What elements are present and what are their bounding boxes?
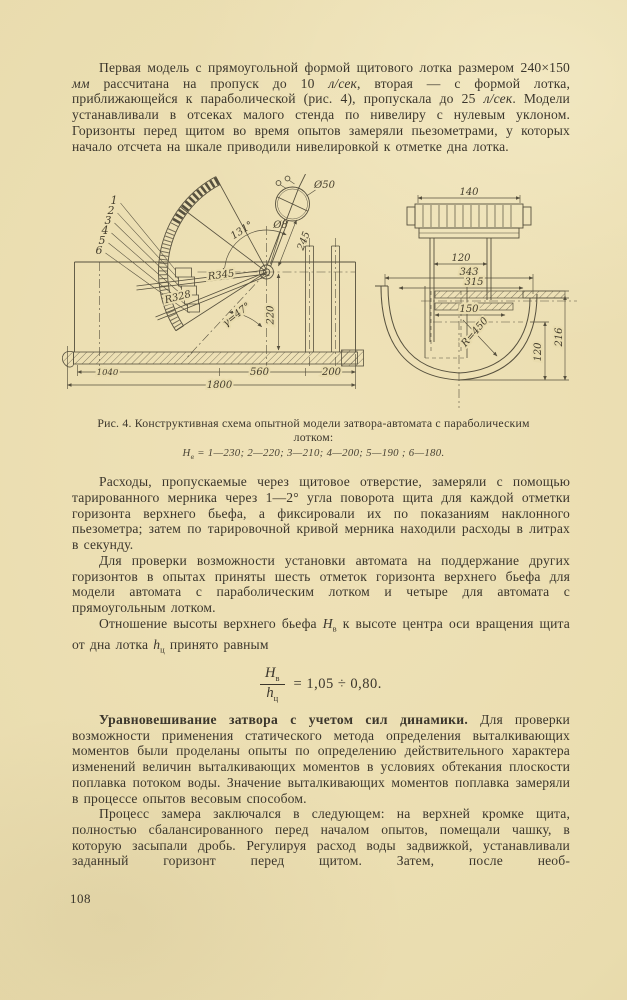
fraction-numerator — [260, 666, 285, 685]
label-dim120-depth: 120 — [533, 342, 544, 362]
label-dim140: 140 — [459, 187, 479, 199]
section-gap — [0, 461, 627, 474]
label-dim343: 343 — [459, 267, 479, 279]
formula-den-base: h — [266, 684, 274, 701]
centerlines — [188, 226, 356, 368]
paragraph-discharges: Расходы, пропускаемые через щитовое отверстие, замеряли с помощью тарированного мерника через 1—2° угла поворота щита для каждой отметки горизонта верхнего бьефа, а фиксировали их по показаниям наклонного пьезометра; затем по тарировочной кривой мерника находили расходы в литрах в секунду. — [72, 474, 570, 553]
var-h-sub: ц — [160, 644, 165, 655]
paragraph-intro-text-3: , вторая — с формой лотка, приближающейся к параболической (рис. 4), пропускала до 25 — [72, 75, 570, 107]
callout-3: 3 — [104, 214, 112, 228]
paragraph-intro-text-4: . Модели устанавливали в отсеках малого стенда по нивелиру с нулевым уклоном. Горизонты перед щитом во время опытов замеряли пьезометрами, у которых начало отсчета на шкале приводили нивелировкой к отметке дна лотка. — [72, 91, 570, 154]
text-column — [72, 60, 570, 154]
page-number: 108 — [70, 891, 91, 906]
figure-4-right-drawing — [373, 174, 585, 410]
right-centerlines — [421, 301, 577, 408]
formula-result: = 1,05 ÷ 0,80. — [293, 675, 382, 692]
callout-1: 1 — [110, 194, 118, 208]
formula-num-sub: в — [275, 672, 280, 683]
section-heading-inline: Уравновешивание затвора с учетом сил динамики. — [99, 712, 469, 728]
label-angle131: 131° — [229, 219, 256, 243]
callout-2: 2 — [107, 204, 115, 218]
outlet-pipes — [306, 238, 340, 368]
label-r450: R=450 — [459, 315, 491, 350]
figure-caption — [40, 416, 587, 461]
caption-var-base: Н — [182, 447, 191, 460]
label-dia8: Ø8 — [273, 220, 288, 232]
var-h: h — [153, 637, 161, 653]
label-dim216: 216 — [554, 327, 565, 347]
paragraph-ratio-text-3: принято равным — [164, 637, 269, 653]
unit-l-sek-1: л/сек — [328, 75, 358, 91]
formula-ratio — [72, 666, 570, 703]
paragraph-process: Процесс замера заключался в следующем: на верхней кромке щита, полностью сбалансированного перед началом опытов, помещали чашку, в которую засыпали дробь. Регулируя расход воды задвижкой, устанавливали заданный горизонт перед щитом. Затем, после необ- — [72, 806, 570, 869]
paragraph-ratio — [72, 616, 570, 659]
label-dim560: 560 — [249, 367, 270, 379]
figure-4-left-drawing — [58, 174, 373, 410]
rack-block — [407, 204, 531, 238]
paragraph-ratio-text-1: Отношение высоты верхнего бьефа — [99, 615, 323, 631]
callout-6: 6 — [95, 244, 103, 258]
label-dim220: 220 — [265, 305, 277, 325]
label-dia50: Ø50 — [314, 180, 335, 192]
label-dim245: 245 — [295, 230, 313, 253]
label-dim150: 150 — [459, 304, 479, 316]
label-dim1800: 1800 — [206, 380, 233, 392]
shield-slab — [435, 291, 523, 310]
text-column-lower — [72, 474, 570, 869]
label-dim200: 200 — [321, 367, 342, 379]
top-margin — [0, 0, 627, 60]
callout-5: 5 — [98, 234, 106, 248]
label-angle47: γ=47° — [220, 301, 253, 330]
paragraph-intro — [72, 60, 570, 154]
var-H-sub: в — [332, 623, 337, 634]
paragraph-verification: Для проверки возможности установки автомата на поддержание других горизонтов в опытах приняты шесть отметок горизонта верхнего бьефа для модели автомата с параболическим лотком и четыре для автомата с прямоугольным лотком. — [72, 552, 570, 615]
figure-4 — [58, 174, 627, 410]
label-r345: R345 — [207, 268, 236, 283]
paragraph-intro-text-2: рассчитана на пропуск до 10 — [89, 75, 329, 91]
unit-l-sek-2: л/сек — [483, 91, 513, 107]
label-r328: R328 — [163, 289, 193, 307]
paragraph-balancing-text: Для проверки возможности применения статического метода определения выталкивающих моментов были проделаны опыты по определению действительного характера изменений величин выталкивающих моментов в условиях обтекания плоскости поплавка потоком воды. Значение выталкивающих моментов поплавка замеряли в процессе опытов весовым способом. — [72, 712, 570, 806]
figure-caption-values — [40, 447, 587, 461]
unit-mm: мм — [72, 75, 90, 91]
fraction — [260, 666, 285, 703]
paragraph-ratio-text-2: к высоте центра оси вращения щита от дна лотка — [72, 615, 570, 653]
paragraph-balancing — [72, 712, 570, 806]
caption-var-sub: в — [190, 452, 195, 462]
right-drawing-labels — [451, 187, 565, 362]
label-dim1040: 1040 — [96, 368, 119, 379]
var-H: Н — [322, 615, 333, 631]
fraction-denominator — [260, 685, 285, 703]
figure-caption-line2: лотком: — [293, 430, 334, 445]
caption-values-text: = 1—230; 2—220; 3—210; 4—200; 5—190 ; 6—180. — [194, 447, 445, 460]
figure-caption-line1: Рис. 4. Конструктивная схема опытной модели затвора-автомата с параболическим — [97, 416, 530, 431]
formula-den-sub: ц — [273, 692, 279, 703]
callout-4: 4 — [101, 224, 109, 238]
label-dim120-rods: 120 — [451, 253, 471, 265]
label-dim315: 315 — [464, 277, 484, 289]
paragraph-intro-text-1: Первая модель с прямоугольной формой щитового лотка размером 240×150 — [99, 60, 570, 75]
formula-num-base: Н — [265, 664, 276, 681]
ground-hatch — [62, 350, 363, 367]
